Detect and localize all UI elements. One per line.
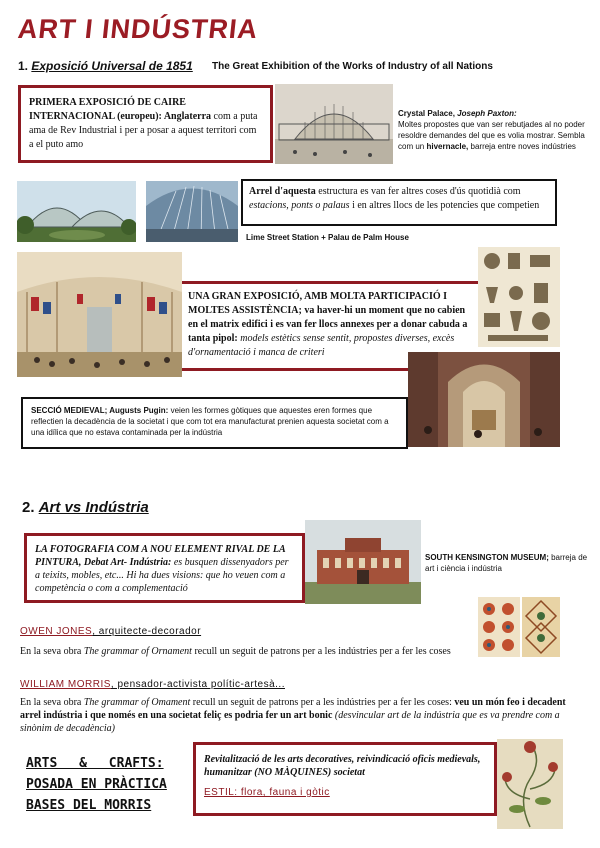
box-arts-crafts-text: Revitalització de les arts decoratives, reivindicació oficis medievals, humanitzar (NO MÀQUINES) societat xyxy=(204,754,481,778)
box-photography-text: LA FOTOGRAFIA COM A NOU ELEMENT RIVAL DE LA PINTURA, Debat Art- Indústria: es busquen dissenyadors per a teixits, mobles, etc... Hi ha dues visions: que ho veuen com a competència o com a complementació xyxy=(35,544,289,594)
ornament-image-1 xyxy=(478,597,520,657)
morris-floral-image xyxy=(497,739,563,829)
section2-number: 2. xyxy=(22,499,35,516)
section1-heading xyxy=(18,59,193,73)
arts-crafts-heading xyxy=(26,753,167,816)
arts-crafts-line3: BASES DEL MORRIS xyxy=(26,798,152,813)
box3-bottom-rule xyxy=(182,368,408,371)
box-large-exhibition xyxy=(188,290,474,360)
page-title: ART I INDÚSTRIA xyxy=(16,14,260,44)
section2-heading xyxy=(22,499,149,516)
section2-title: Art vs Indústria xyxy=(38,499,149,516)
william-morris-heading: WILLIAM MORRIS, pensador-activista polític-artesà... xyxy=(20,679,285,690)
english-title: The Great Exhibition of the Works of Industry of all Nations xyxy=(212,61,493,72)
arts-crafts-line2: POSADA EN PRÀCTICA xyxy=(26,777,167,792)
exhibition-interior-image xyxy=(17,252,182,377)
box-medieval-section xyxy=(21,397,408,449)
box-medieval-section-text: SECCIÓ MEDIEVAL; Augusts Pugin: veien les formes gòtiques que aquestes eren formes que reflectien la decadència de la societat i que com tot era manufacturat prenien aquesta societat com a una idílica que no estava contaminada per la indústria xyxy=(31,406,389,437)
box-first-exhibition xyxy=(18,85,273,163)
crystal-palace-caption: Crystal Palace, Joseph Paxton: Moltes propostes que van ser rebutjades al no poder resoldre demandes del que es volia mostrar. Sembla com un hivernacle, barreja entre noves indústries xyxy=(398,109,585,151)
section1-title: Exposició Universal de 1851 xyxy=(31,59,193,73)
owen-jones-text: En la seva obra The grammar of Ornament recull un seguit de patrons per a les indústries per a fer les coses xyxy=(20,646,451,657)
william-morris-text: En la seva obra The grammar of Omament recull un seguit de patrons per a les indústries per a fer les coses: veu un món feo i decadent arrel indústria i que només en una societat feliç es podria fer un art bonic (desvincular art de la indústria que es va prendre com a sinònim de decadència) xyxy=(20,697,566,734)
box-arts-crafts xyxy=(193,742,497,816)
museum-caption: SOUTH KENSINGTON MUSEUM; barreja de art i ciència i indústria xyxy=(425,553,588,573)
palm-house-image xyxy=(17,181,136,242)
section1-number: 1. xyxy=(18,59,29,73)
crystal-palace-image xyxy=(275,84,393,164)
catalog-objects-image xyxy=(478,247,560,347)
ornament-image-2 xyxy=(522,597,560,657)
box-structure-derivatives-text: Arrel d'aquesta estructura es van fer altres coses d'ús quotidià com estacions, ponts o palaus i en altres llocs de les potencies que competien xyxy=(249,186,540,211)
south-kensington-image xyxy=(305,520,421,604)
arts-crafts-line1: ARTS & CRAFTS: xyxy=(26,756,164,771)
medieval-court-image xyxy=(408,352,560,447)
lime-street-station-image xyxy=(146,181,238,242)
box3-top-rule xyxy=(182,281,478,284)
box-large-exhibition-text: UNA GRAN EXPOSICIÓ, AMB MOLTA PARTICIPACIÓ I MOLTES ASSISTÈNCIA; va haver-hi un moment que no cabien en el matrix edifici i es van fer llocs annexes per a donar cabuda a tanta pipol: models estètics sense sentit, propostes diverses, excès d'ornamentació i manca de criteri xyxy=(188,291,468,358)
box-first-exhibition-text: PRIMERA EXPOSICIÓ DE CAIRE INTERNACIONAL (europeu): Anglaterra com a puta ama de Rev Industrial i per a posar a aquest territori com a el puto amo xyxy=(29,97,258,150)
style-line: ESTIL: flora, fauna i gòtic xyxy=(204,787,330,798)
owen-jones-heading: OWEN JONES, arquitecte-decorador xyxy=(20,626,202,637)
stations-caption: Lime Street Station + Palau de Palm House xyxy=(246,233,409,242)
box-structure-derivatives xyxy=(241,179,557,226)
box-photography xyxy=(24,533,305,603)
